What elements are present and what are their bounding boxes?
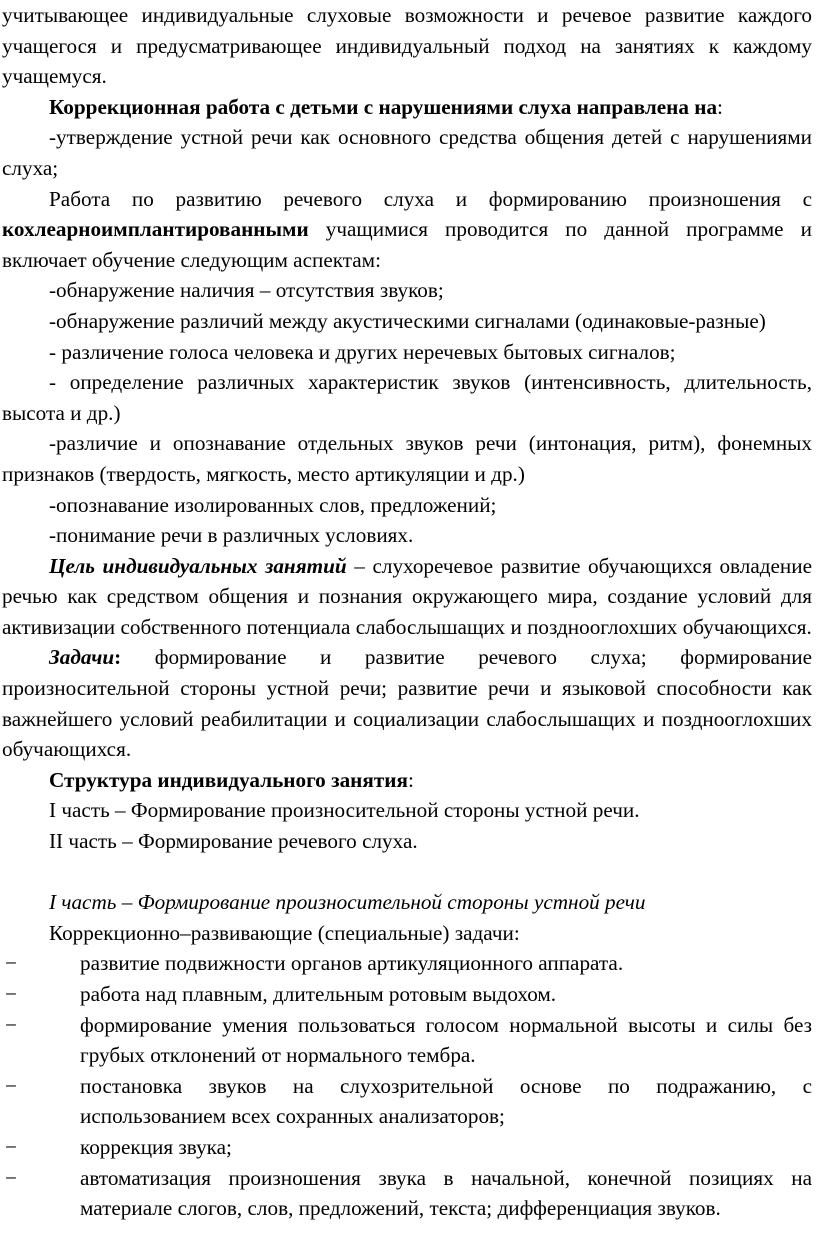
dash-marker: − (5, 951, 17, 976)
correction-heading-paragraph (2, 92, 812, 123)
tasks-label: Задачи (49, 645, 115, 670)
correction-heading: Коррекционная работа с детьми с нарушениями слуха направлена на (49, 94, 718, 119)
tasks-text: формирование и развитие речевого слуха; формирование произносительной стороны устной речи; развитие речи и языковой способности как важнейшего условий реабилитации и социализации слабослышащих и позднооглохших обучающихся. (2, 645, 812, 762)
part1-title: I часть – Формирование произносительной стороны устной речи (49, 890, 646, 915)
goal-paragraph (2, 551, 812, 643)
aspect-item: -обнаружение наличия – отсутствия звуков; (49, 278, 444, 303)
list-item: − работа над плавным, длительным ротовым выдохом. (2, 979, 812, 1010)
list-item: − формирование умения пользоваться голосом нормальной высоты и силы без грубых отклонений от нормального тембра. (2, 1010, 812, 1071)
intro-paragraph: учитывающее индивидуальные слуховые возможности и речевое развитие каждого учащегося и предусматривающее индивидуальный подход на занятиях к каждому учащемуся. (2, 3, 812, 89)
correction-point: -утверждение устной речи как основного средства общения детей с нарушениями слуха; (2, 125, 812, 180)
structure-colon: : (407, 767, 414, 792)
aspect-item: -опознавание изолированных слов, предложений; (49, 492, 497, 517)
structure-part: II часть – Формирование речевого слуха. (49, 829, 418, 854)
tasks-colon: : (114, 645, 122, 670)
aspect-item: - различение голоса человека и других неречевых бытовых сигналов; (49, 339, 676, 364)
dash-marker: − (5, 982, 17, 1006)
work-lead: Работа по развитию речевого слуха и формированию произношения с (49, 186, 812, 211)
work-paragraph (2, 184, 812, 276)
dash-marker: − (5, 1165, 17, 1190)
tasks-paragraph (2, 642, 812, 764)
structure-heading-paragraph (2, 765, 812, 796)
list-item: − автоматизация произношения звука в начальной, конечной позициях на материале слогов, слов, предложений, текста; дифференциация звуков. (2, 1163, 812, 1224)
part1-tasks-list (2, 948, 812, 1223)
dash-marker: − (5, 1012, 17, 1037)
list-item: − постановка звуков на слухозрительной основе по подражанию, с использованием всех сохранных анализаторов; (2, 1071, 812, 1132)
dash-marker: − (5, 1073, 17, 1098)
list-item: − коррекция звука; (2, 1132, 812, 1163)
part1-subtitle: Коррекционно–развивающие (специальные) задачи: (49, 920, 520, 945)
dash-marker: − (5, 1134, 17, 1159)
aspect-item: - определение различных характеристик звуков (интенсивность, длительность, высота и др.) (2, 370, 812, 425)
goal-label: Цель индивидуальных занятий (49, 553, 347, 578)
structure-part: I часть – Формирование произносительной стороны устной речи. (49, 798, 640, 823)
work-rest: учащимися проводится по данной программе и включает обучение следующим аспектам: (2, 217, 812, 272)
aspects-list (2, 275, 812, 550)
list-item: − развитие подвижности органов артикуляционного аппарата. (2, 948, 812, 979)
structure-heading: Структура индивидуального занятия (49, 767, 408, 792)
blank-line (2, 857, 812, 888)
goal-text: – слухоречевое развитие обучающихся овладение речью как средством общения и познания окружающего мира, создание условий для активизации собственного потенциала слабослышащих и позднооглохших обучающихся. (2, 553, 812, 639)
aspect-item: -обнаружение различий между акустическими сигналами (одинаковые-разные) (49, 308, 766, 333)
work-bold-term: кохлеарноимплантированными (2, 217, 309, 242)
aspect-item: -понимание речи в различных условиях. (49, 523, 414, 548)
correction-colon: : (717, 94, 723, 119)
aspect-item: -различие и опознавание отдельных звуков речи (интонация, ритм), фонемных признаков (твердость, мягкость, место артикуляции и др.) (2, 431, 812, 486)
